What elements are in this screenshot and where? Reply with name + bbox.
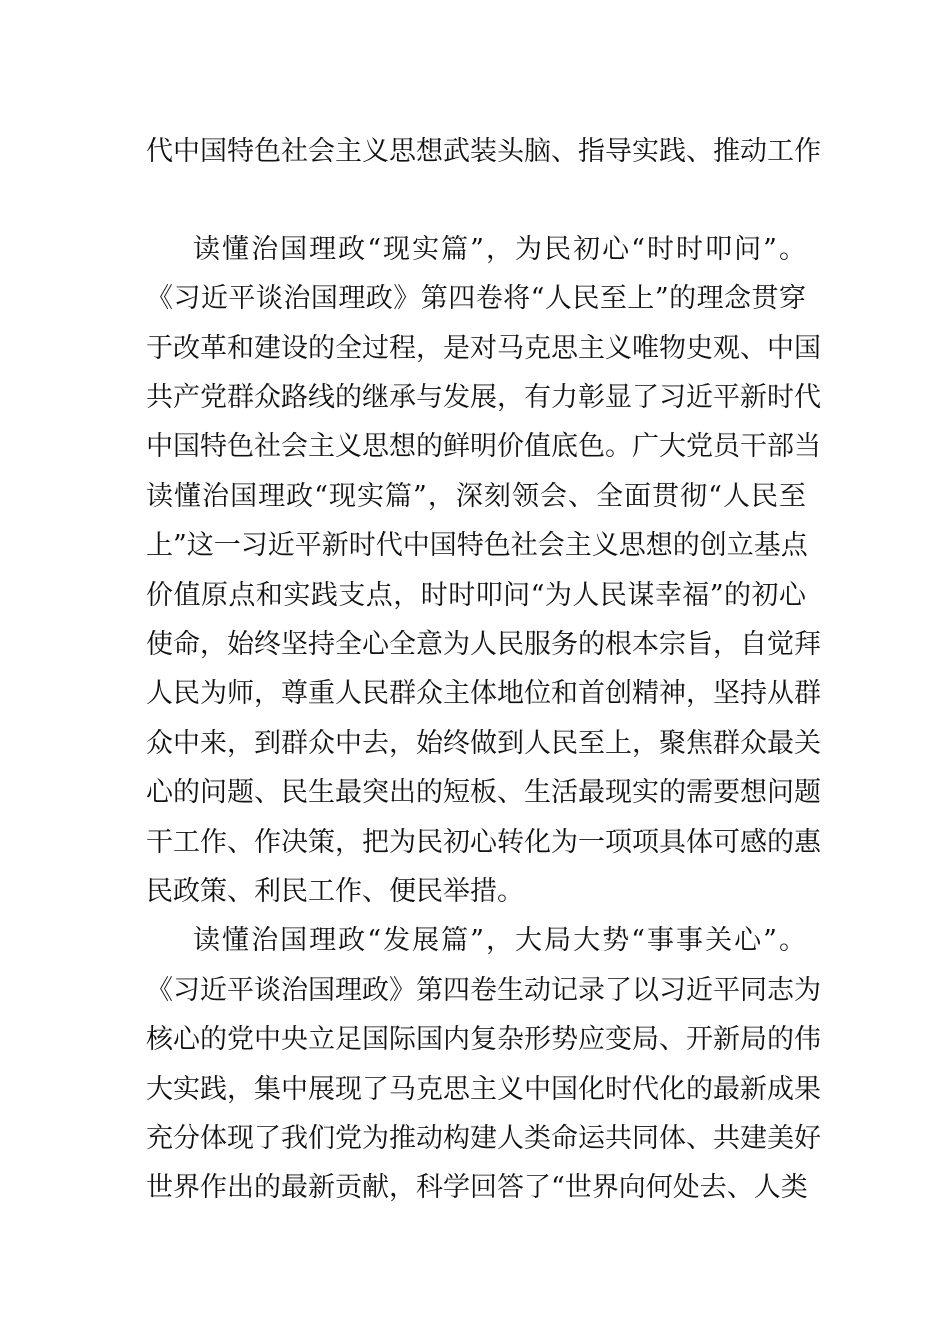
paragraph-line: 价值原点和实践支点，时时叩问“为人民谋幸福”的初心 xyxy=(146,580,806,611)
paragraph-line: 众中来，到群众中去，始终做到人民至上，聚焦群众最关 xyxy=(146,728,821,759)
paragraph-line: 《习近平谈治国理政》第四卷将“人民至上”的理念贯穿 xyxy=(146,283,806,314)
paragraph-line: 于改革和建设的全过程，是对马克思主义唯物史观、中国 xyxy=(146,333,821,364)
paragraph-line: 干工作、作决策，把为民初心转化为一项项具体可感的惠 xyxy=(146,827,821,858)
paragraph-line: 世界作出的最新贡献，科学回答了“世界向何处去、人类 xyxy=(146,1172,808,1203)
paragraph-line: 《习近平谈治国理政》第四卷生动记录了以习近平同志为 xyxy=(146,975,821,1006)
paragraph-line: 上”这一习近平新时代中国特色社会主义思想的创立基点 xyxy=(146,530,808,561)
paragraph-line: 使命，始终坚持全心全意为人民服务的根本宗旨，自觉拜 xyxy=(146,629,821,660)
paragraph-line: 大实践，集中展现了马克思主义中国化时代化的最新成果 xyxy=(146,1074,821,1105)
paragraph-line: 充分体现了我们党为推动构建人类命运共同体、共建美好 xyxy=(146,1123,821,1154)
paragraph-line: 共产党群众路线的继承与发展，有力彰显了习近平新时代 xyxy=(146,382,821,413)
paragraph-line: 读懂治国理政“发展篇”，大局大势“事事关心”。 xyxy=(193,925,806,956)
paragraph-line: 心的问题、民生最突出的短板、生活最现实的需要想问题 xyxy=(146,777,821,808)
paragraph-line: 读懂治国理政“现实篇”，为民初心“时时叩问”。 xyxy=(193,234,806,265)
fragment-line: 代中国特色社会主义思想武装头脑、指导实践、推动工作 xyxy=(146,136,821,167)
paragraph-line: 民政策、利民工作、便民举措。 xyxy=(146,876,524,907)
paragraph-line: 核心的党中央立足国际国内复杂形势应变局、开新局的伟 xyxy=(146,1024,821,1055)
paragraph-line: 人民为师，尊重人民群众主体地位和首创精神，坚持从群 xyxy=(146,678,821,709)
paragraph-line: 中国特色社会主义思想的鲜明价值底色。广大党员干部当 xyxy=(146,431,821,462)
paragraph-line: 读懂治国理政“现实篇”，深刻领会、全面贯彻“人民至 xyxy=(146,481,806,512)
